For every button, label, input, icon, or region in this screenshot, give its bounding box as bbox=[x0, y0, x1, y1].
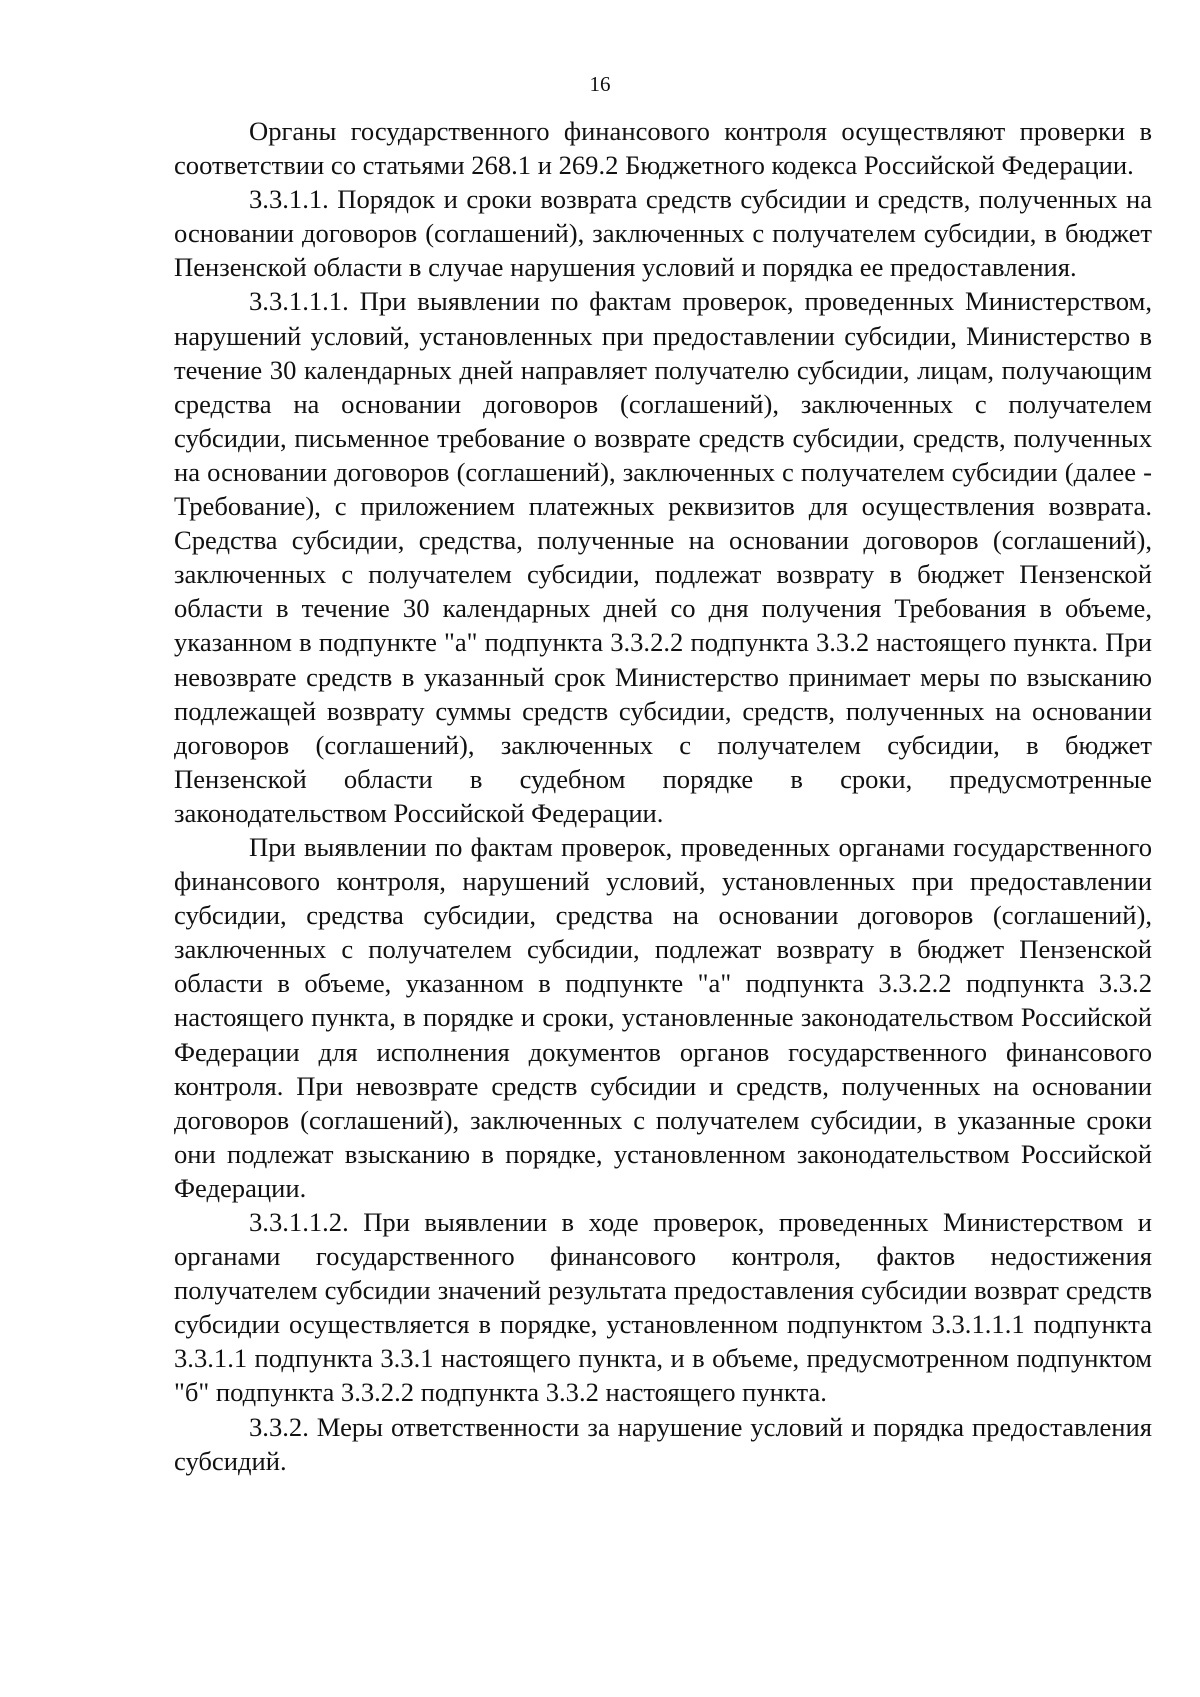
page-number: 16 bbox=[589, 72, 611, 96]
paragraph-audit-bodies: Органы государственного финансового контроля осуществляют проверки в соответствии со статьями 268.1 и 269.2 Бюджетного кодекса Российской Федерации. bbox=[174, 116, 1152, 181]
paragraph-financial-control-violations: При выявлении по фактам проверок, проведенных органами государственного финансового контроля, нарушений условий, установленных при предоставлении субсидии, средства субсидии, средства на основании договоров (соглашений), заключенных с получателем субсидии, подлежат возврату в бюджет Пензенской области в объеме, указанном в подпункте "а" подпункта 3.3.2.2 подпункта 3.3.2 настоящего пункта, в порядке и сроки, установленные законодательством Российской Федерации для исполнения документов органов государственного финансового контроля. При невозврате средств субсидии и средств, полученных на основании договоров (соглашений), заключенных с получателем субсидии, в указанные сроки они подлежат взысканию в порядке, установленном законодательством Российской Федерации. bbox=[174, 831, 1152, 1203]
paragraph-3-3-2: 3.3.2. Меры ответственности за нарушение условий и порядка предоставления субсидий. bbox=[174, 1411, 1152, 1476]
paragraph-3-3-1-1-2: 3.3.1.1.2. При выявлении в ходе проверок, проведенных Министерством и органами государственного финансового контроля, фактов недостижения получателем субсидии значений результата предоставления субсидии возврат средств субсидии осуществляется в порядке, установленном подпунктом 3.3.1.1.1 подпункта 3.3.1.1 подпункта 3.3.1 настоящего пункта, и в объеме, предусмотренном подпунктом "б" подпункта 3.3.2.2 подпункта 3.3.2 настоящего пункта. bbox=[174, 1207, 1152, 1408]
paragraph-3-3-1-1-1: 3.3.1.1.1. При выявлении по фактам проверок, проведенных Министерством, нарушений условий, установленных при предоставлении субсидии, Министерство в течение 30 календарных дней направляет получателю субсидии, лицам, получающим средства на основании договоров (соглашений), заключенных с получателем субсидии, письменное требование о возврате средств субсидии, средств, полученных на основании договоров (соглашений), заключенных с получателем субсидии (далее - Требование), с приложением платежных реквизитов для осуществления возврата. Средства субсидии, средства, полученные на основании договоров (соглашений), заключенных с получателем субсидии, подлежат возврату в бюджет Пензенской области в течение 30 календарных дней со дня получения Требования в объеме, указанном в подпункте "а" подпункта 3.3.2.2 подпункта 3.3.2 настоящего пункта. При невозврате средств в указанный срок Министерство принимает меры по взысканию подлежащей возврату суммы средств субсидии, средств, полученных на основании договоров (соглашений), заключенных с получателем субсидии, в бюджет Пензенской области в судебном порядке в сроки, предусмотренные законодательством Российской Федерации. bbox=[174, 286, 1152, 828]
paragraph-3-3-1-1: 3.3.1.1. Порядок и сроки возврата средств субсидии и средств, полученных на основании договоров (соглашений), заключенных с получателем субсидии, в бюджет Пензенской области в случае нарушения условий и порядка ее предоставления. bbox=[174, 184, 1152, 283]
document-body bbox=[174, 114, 1152, 1478]
